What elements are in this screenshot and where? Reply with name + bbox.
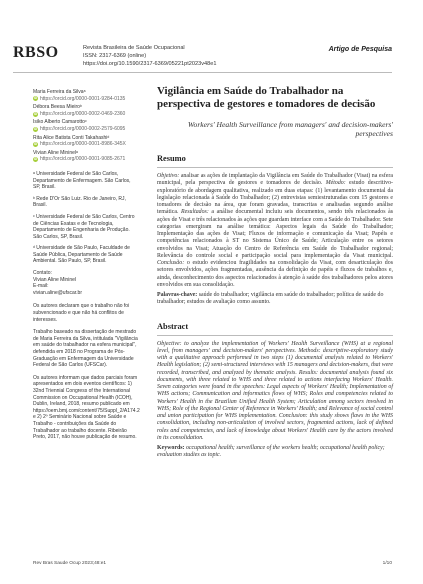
dissertation-note: Trabalho baseado na dissertação de mestrado de Maria Ferreira da Silva, intitulada "Vigilância em saúde do trabalhador na esfera municipal", defendida em 2018 no Programa de Pós-Graduação em Enfermagem da Universidade Federal de São Carlos (UFSCar). [33,329,138,369]
abstract-heading: Abstract [157,321,189,331]
orcid-icon: iD [33,96,38,101]
article-title: Vigilância em Saúde do Trabalhador na perspectiva de gestores e tomadores de decisão [157,85,376,111]
resumo-text: Objetivo: analisar as ações de implantação da Vigilância em Saúde do Trabalhador (Visat) na esfera municipal, pela perspectiva de gestores e tomadores de decisão. Método: estudo descritivo-exploratório de abordagem qualitativa, realizado em duas etapas: (1) levantamento documental da legislação relacionada à Saúde do Trabalhador; (2) entrevistas semiestruturadas com 15 gestores e tomadores de decisão na área, que foram gravadas, transcritas e analisadas segundo análise temática. Resultados: a análise documental incluiu seis documentos, sendo três relacionados às ações de Visat e três relacionados às ações que guardam interface com a Saúde do Trabalhador. Sete categorias emergiram na análise temática: Aspectos legais da Saúde do Trabalhador; Implementação das ações de Visat; Fluxos de informação e comunicação da Visat; Papéis e competências relacionados à ST no Sistema Único de Saúde; Articulação entre os setores envolvidos na Visat; Atuação do Centro de Referência em Saúde do Trabalhador regional; Relevância do controle social e participação social para implementação da Visat municipal. Conclusão: o estudo evidenciou fragilidades na consolidação da Visat, com desarticulação dos setores envolvidos, ações fragmentadas, ausência da definição de papéis e fluxos de trabalhos e, ainda, desconhecimento dos aspectos relacionados à atenção à saúde dos trabalhadores pelos atores envolvidos em sua consolidação. [157,173,393,288]
keywords: Keywords: occupational health; surveillance of the workers health; occupational health policy; evaluation studies as topic. [157,445,385,459]
orcid-link[interactable]: iD https://orcid.org/0000-0001-9085-2671 [33,156,126,163]
author-name: Vivian Aline Mininelᵃ [33,149,78,156]
author-name: Débora Beesa Mieiroᵇ [33,104,82,111]
presentation-note: Os autores informam que dados parciais foram apresentados em dois eventos científicos: 1) 32nd Triennial Congress of the International Commission on Occupational Health (ICOH), Dublin, Ireland, 2018, resumo publicado em https://oem.bmj.com/content/75/Suppl_2/A174.2 e 2) 2º Seminário Nacional sobre Saúde e Trabalho - contribuições da Saúde do Trabalhador ao trabalho docente. Ribeirão Preto, 2017, não houve publicação de resumo. [33,374,140,441]
orcid-link[interactable]: iD https://orcid.org/0000-0001-8986-345X [33,141,126,148]
affiliation: ᵇ Rede D'Or São Luiz. Rio de Janeiro, RJ, Brasil. [33,195,126,209]
orcid-link[interactable]: iD https://orcid.org/0000-0002-2579-6095 [33,125,126,132]
contact-name: Vivian Aline Mininel [33,276,76,283]
article-type-label: Artigo de Pesquisa [328,46,392,53]
journal-info [83,44,216,68]
orcid-icon: iD [33,157,38,162]
orcid-icon: iD [33,141,38,146]
section-divider [157,167,393,168]
header-divider [13,72,392,73]
author-entry [33,150,138,163]
article-title-english: Workers' Health Surveillance from managers' and decision-makers' perspectives [187,119,393,139]
author-entry [33,135,138,148]
contact-label: Contato: [33,270,52,277]
author-name: Maria Ferreira da Silvaᵃ [33,89,86,95]
orcid-icon: iD [33,126,38,131]
author-name: Rita Alice Batista Conti Takahashiᵈ [33,134,110,141]
journal-issn: ISSN: 2317-6369 (online) [83,53,147,59]
affiliation: ᵈ Universidade de São Paulo, Faculdade de Saúde Pública, Departamento de Saúde Ambiental. São Paulo, SP, Brasil. [33,245,130,265]
journal-doi[interactable]: https://doi.org/10.1590/2317-6369/05221pt2023v48e1 [83,61,217,67]
journal-name: Revista Brasileira de Saúde Ocupacional [83,45,185,51]
footer-citation: Rev Bras Saude Ocup 2023;48:e1 [33,561,107,566]
main-content [157,85,393,460]
affiliation: ᶜ Universidade Federal de São Carlos, Centro de Ciências Exatas e de Tecnologia, Departamento de Engenharia de Produção. São Carlos, SP, Brasil. [33,213,135,240]
affiliation: ᵃ Universidade Federal de São Carlos, Departamento de Enfermagem. São Carlos, SP, Brasil. [33,170,131,191]
author-entry [33,119,138,132]
author-entry [33,89,138,102]
contact-block [33,270,138,296]
orcid-link[interactable]: iD https://orcid.org/0000-0002-0469-2360 [33,110,126,117]
resumo-heading: Resumo [157,154,186,163]
contact-email[interactable]: E-mail: vivian.aline@ufscar.br [33,283,82,296]
orcid-link[interactable]: iD https://orcid.org/0000-0001-9284-0135 [33,95,126,102]
affiliations [33,171,138,265]
sidebar-metadata [33,89,138,447]
journal-logo: RBSO [13,44,59,61]
author-entry [33,104,138,117]
page-number: 1/10 [382,561,392,566]
conflict-note: Os autores declaram que o trabalho não foi subvencionado e que não há conflitos de interesses. [33,303,130,323]
abstract-text: Objective: to analyze the implementation of Workers' Health Surveillance (WHS) at a regional level, from managers' and decision-makers' perspectives. Methods: descriptive-exploratory study with a qualitative approach performed in two steps (1) documental analysis related to Workers' Health legislation; (2) semi-structured interviews with 15 managers and decision-makers, that were recorded, transcribed, and analyzed by thematic analysis. Results: documental analysis found six documents, with three related to WHS and three related to actions interfacing Workers' Health. Seven categories were found in the speeches: Legal aspects of Workers' Health; Implementation of WHS actions; Communication and informatics flows of WHS; Roles and competencies related to Workers' Health in the Brazilian Unified Health System; Articulation among sectors involved in WHS; Role of the Regional Center of Reference in Workers' Health; and Relevance of social control and union participation for WHS implementation. Conclusion: this study shows flaws in the WHS consolidation, including non-articulation of involved sectors, fragmented actions, lack of defined roles and competencies, and lack of knowledge about Workers' Health care by the actors involved in its consolidation. [157,340,394,441]
palavras-chave: Palavras-chave: saúde do trabalhador; vigilância em saúde do trabalhador; política de saúde do trabalhador; estudos de avaliação como assunto. [157,292,384,306]
orcid-icon: iD [33,111,38,116]
author-name: Isiko Alberto Camarottoᶜ [33,119,87,126]
section-divider [157,335,393,336]
